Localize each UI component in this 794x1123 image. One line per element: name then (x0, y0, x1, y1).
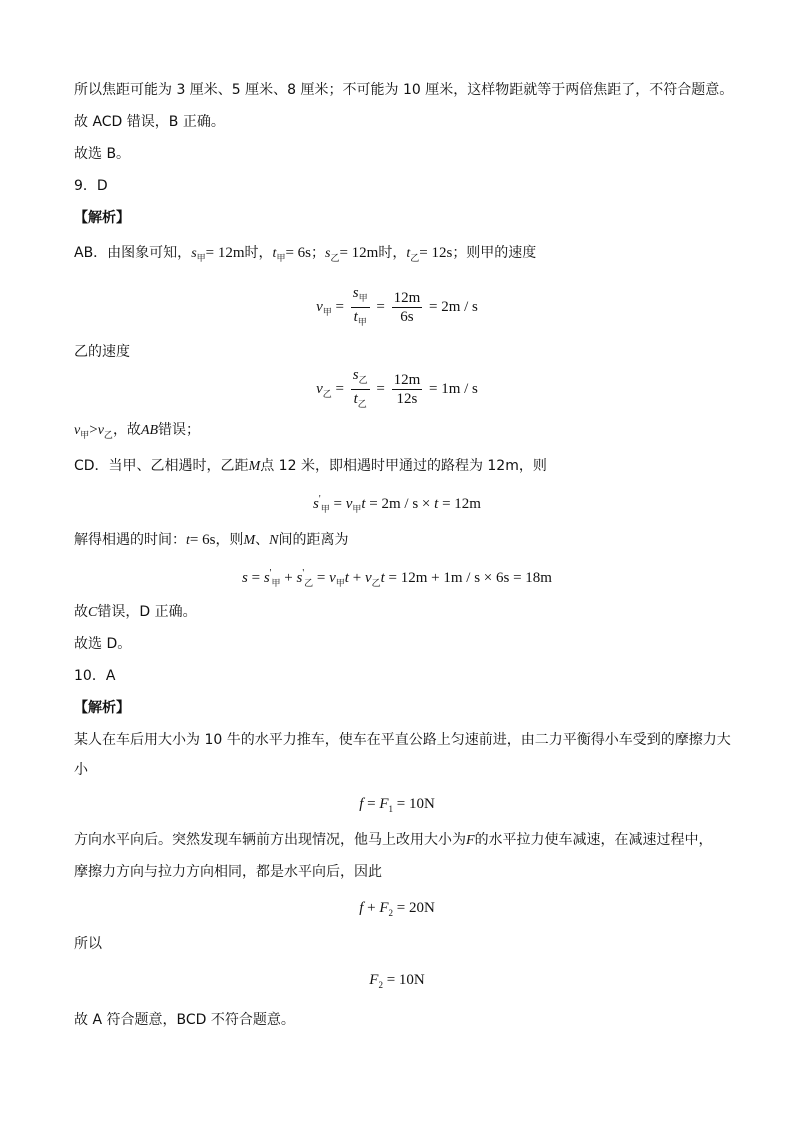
text-line: 故C错误，D 正确。 (74, 604, 197, 620)
text-line: 故 A 符合题意，BCD 不符合题意。 (74, 1012, 295, 1028)
text-line: $v_甲>v_乙$，故AB错误； (74, 422, 201, 441)
text-line: 乙的速度 (74, 344, 130, 360)
equation-result: $F_2 = 10N$ (369, 972, 425, 990)
text-line: 某人在车后用大小为 10 牛的水平力推车，使车在平直公路上匀速前进，由二力平衡得小车受到的摩擦力大 (74, 732, 731, 748)
equation-v-yi: $v_乙$ = $\frac{s_乙}{t_乙}$ = $\frac{12m}{12s}$ = 1m / s (316, 367, 478, 409)
text-line: 方向水平向后。突然发现车辆前方出现情况，他马上改用大小为F的水平拉力使车减速，在减速过程中， (74, 832, 713, 848)
text-line: 摩擦力方向与拉力方向相同，都是水平向后，因此 (74, 864, 382, 880)
equation-sum: $f + F_2 = 20N$ (359, 900, 435, 918)
equation-s-jia: $s'_甲 = v_甲t = 2m / s \times t = 12m$ (313, 494, 481, 514)
text-line: CD．当甲、乙相遇时，乙距M点 12 米，即相遇时甲通过的路程为 12m，则 (74, 458, 547, 474)
text-line: 故 ACD 错误，B 正确。 (74, 114, 225, 130)
analysis-heading: 【解析】 (74, 210, 130, 226)
text-line: 解得相遇的时间：t= 6s，则M、N间的距离为 (74, 532, 349, 548)
text-line: AB．由图象可知，$s_甲= 12m$时，$t_甲= 6s$；$s_乙= 12m$时，$t_乙= 12s$；则甲的速度 (74, 245, 537, 264)
question-number: 10．A (74, 668, 116, 684)
text-line: 所以 (74, 936, 102, 952)
text-line: 故选 D。 (74, 636, 132, 652)
text-line: 所以焦距可能为 3 厘米、5 厘米、8 厘米；不可能为 10 厘米，这样物距就等于两倍焦距了，不符合题意。 (74, 82, 734, 98)
analysis-heading: 【解析】 (74, 700, 130, 716)
equation-v-jia: $v_甲$ = $\frac{s_甲}{t_甲}$ = $\frac{12m}{6s}$ = 2m / s (316, 285, 478, 327)
question-number: 9．D (74, 178, 108, 194)
text-line: 故选 B。 (74, 146, 131, 162)
equation-distance: $s = s'_甲 + s'_乙 = v_甲t + v_乙t = 12m + 1m / s \times 6s = 18m$ (242, 568, 552, 588)
equation-friction: $f = F_1 = 10N$ (359, 796, 435, 814)
text-line: 小 (74, 762, 88, 778)
